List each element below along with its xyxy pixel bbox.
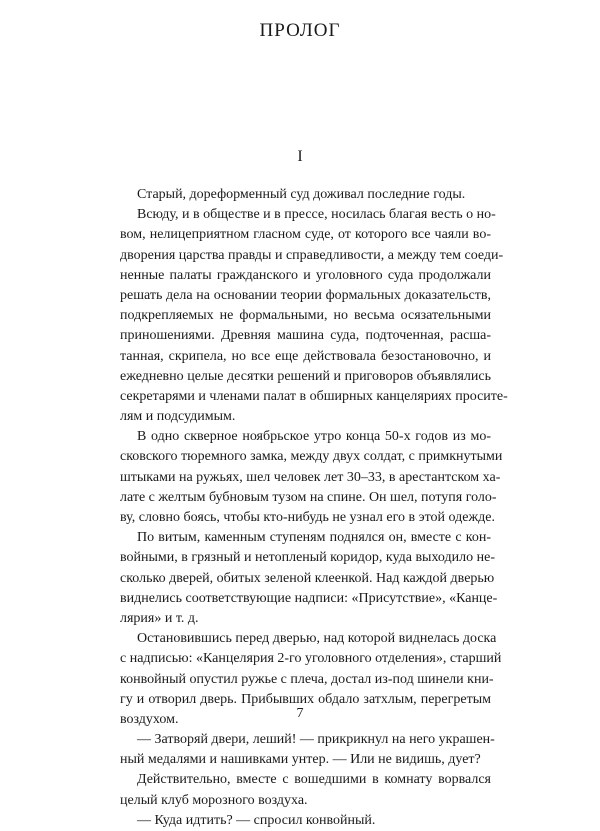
text-line: — Куда идтить? — спросил конвойный. — [137, 812, 376, 828]
text-line: лям и подсудимым. — [120, 409, 236, 425]
text-line: — Затворяй двери, леший! — прикрикнул на него украшен- — [137, 732, 495, 748]
text-line: целый клуб морозного воздуха. — [120, 792, 308, 808]
text-line: ежедневно целые десятки решений и приговоров объявлялись — [120, 368, 491, 384]
text-line: войными, в грязный и нетопленый коридор, куда выходило не- — [120, 550, 495, 566]
text-line: вом, нелицеприятном гласном суде, от которого все чаяли во- — [120, 227, 491, 243]
text-line: Всюду, и в обществе и в прессе, носилась благая весть о но- — [137, 207, 496, 223]
text-line: воздухом. — [120, 711, 179, 727]
text-line: секретарями и членами палат в обширных канцеляриях просите- — [120, 388, 508, 404]
text-line: гу и отворил дверь. Прибывших обдало затхлым, перегретым — [120, 691, 491, 707]
text-line: ненные палаты гражданского и уголовного суда продолжали — [120, 267, 491, 283]
text-line: приношениями. Древняя машина суда, подточенная, расша- — [120, 328, 491, 344]
text-line: ву, словно боясь, чтобы кто-нибудь не узнал его в этой одежде. — [120, 510, 495, 525]
text-line: решать дела на основании теории формальных доказательств, — [120, 287, 491, 303]
text-line: Действительно, вместе с вошедшими в комнату ворвался — [137, 772, 491, 788]
chapter-numeral: I — [297, 148, 303, 165]
page-number: 7 — [296, 706, 304, 721]
text-line: танная, скрипела, но все еще действовала безостановочно, и — [120, 348, 491, 364]
text-line: сколько дверей, обитых зеленой клеенкой. Над каждой дверью — [120, 570, 495, 586]
text-line: штыками на ружьях, шел человек лет 30–33, в арестантском ха- — [120, 469, 501, 485]
text-line: лате с желтым бубновым тузом на спине. Он шел, потупя голо- — [120, 489, 497, 505]
text-line: лярия» и т. д. — [120, 610, 199, 626]
text-line: конвойный опустил ружье с плеча, достал из-под шинели кни- — [120, 671, 494, 687]
text-line: с надписью: «Канцелярия 2-го уголовного отделения», старший — [120, 651, 502, 667]
text-line: виднелись соответствующие надписи: «Присутствие», «Канце- — [120, 590, 498, 606]
text-line: Старый, дореформенный суд доживал последние годы. — [137, 187, 466, 202]
text-line: сковского тюремного замка, между двух солдат, с примкнутыми — [120, 449, 503, 465]
text-line: Остановившись перед дверью, над которой виднелась доска — [137, 631, 497, 647]
text-line: По витым, каменным ступеням поднялся он, вместе с кон- — [137, 530, 491, 546]
body-text — [120, 185, 508, 831]
text-line: дворения царства правды и справедливости, а между тем соеди- — [120, 247, 504, 263]
text-line: ный медалями и нашивками унтер. — Или не видишь, дует? — [120, 752, 481, 768]
text-line: В одно скверное ноябрьское утро конца 50-х годов из мо- — [137, 429, 491, 445]
text-line: подкрепляемых не формальными, но весьма осязательными — [120, 308, 491, 324]
page-title: ПРОЛОГ — [259, 20, 341, 41]
